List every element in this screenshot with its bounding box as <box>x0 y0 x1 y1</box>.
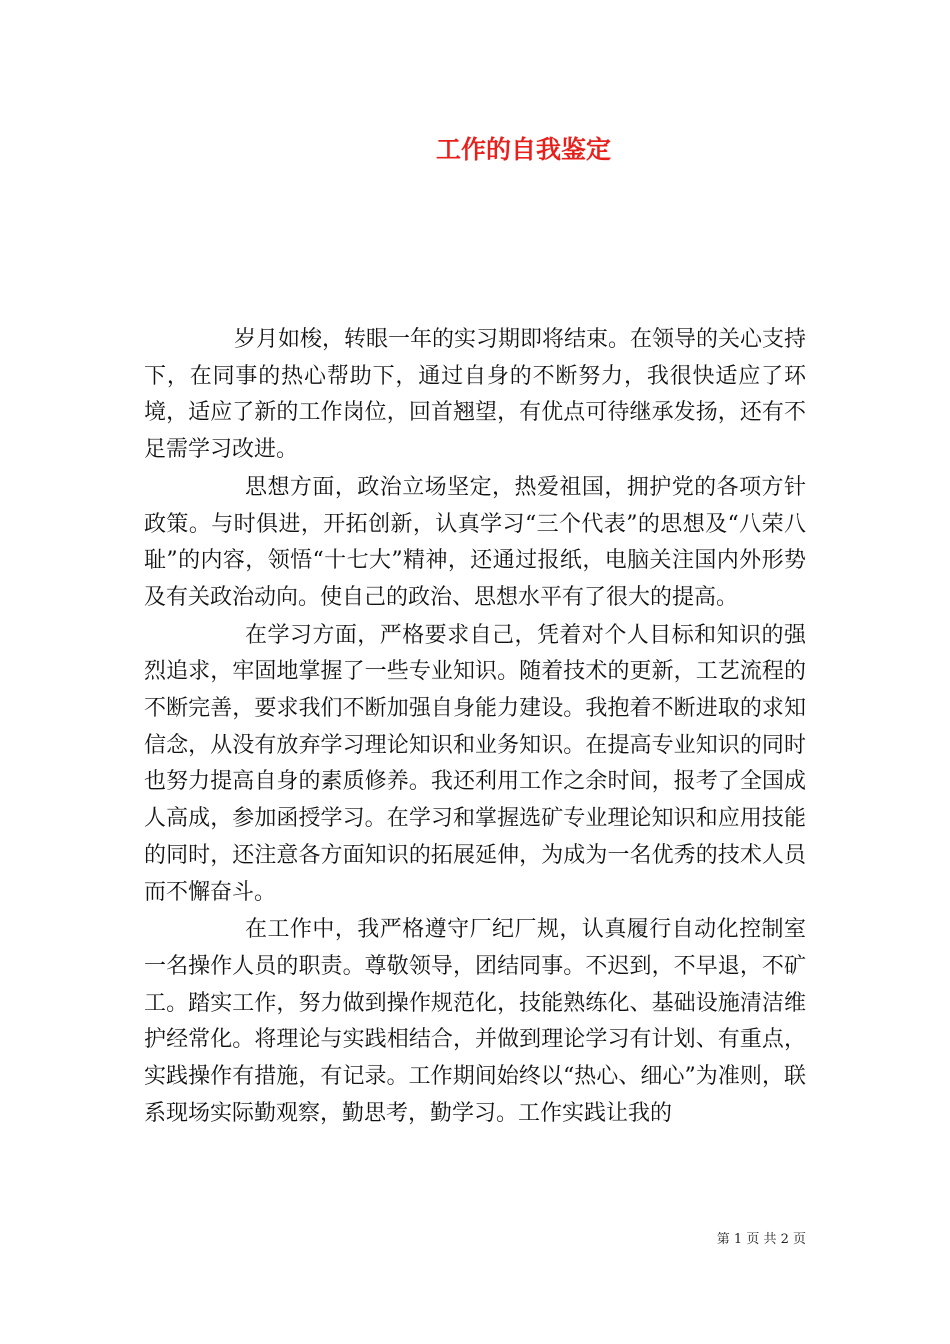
document-body <box>144 322 806 1133</box>
paragraph-ideology: 思想方面，政治立场坚定，热爱祖国，拥护党的各项方针政策。与时俱进，开拓创新，认真学习“三个代表”的思想及“八荣八耻”的内容，领悟“十七大”精神，还通过报纸，电脑关注国内外形势及有关政治动向。使自己的政治、思想水平有了很大的提高。 <box>144 474 806 610</box>
paragraph-intro: 岁月如梭，转眼一年的实习期即将结束。在领导的关心支持下，在同事的热心帮助下，通过自身的不断努力，我很快适应了环境，适应了新的工作岗位，回首翘望，有优点可待继承发扬，还有不足需学习改进。 <box>144 327 807 463</box>
page-number-footer: 第 1 页 共 2 页 <box>716 1232 806 1247</box>
paragraph-work: 在工作中，我严格遵守厂纪厂规，认真履行自动化控制室一名操作人员的职责。尊敬领导，团结同事。不迟到，不早退，不矿工。踏实工作，努力做到操作规范化，技能熟练化、基础设施清洁维护经常化。将理论与实践相结合，并做到理论学习有计划、有重点，实践操作有措施，有记录。工作期间始终以“热心、细心”为准则，联系现场实际勤观察，勤思考，勤学习。工作实践让我的 <box>144 917 806 1126</box>
document-title: 工作的自我鉴定 <box>435 135 611 164</box>
paragraph-study: 在学习方面，严格要求自己，凭着对个人目标和知识的强烈追求，牢固地掌握了一些专业知识。随着技术的更新，工艺流程的不断完善，要求我们不断加强自身能力建设。我抱着不断进取的求知信念，从没有放弃学习理论知识和业务知识。在提高专业知识的同时也努力提高自身的素质修养。我还利用工作之余时间，报考了全国成人高成，参加函授学习。在学习和掌握选矿专业理论知识和应用技能的同时，还注意各方面知识的拓展延伸，为成为一名优秀的技术人员而不懈奋斗。 <box>144 622 806 905</box>
